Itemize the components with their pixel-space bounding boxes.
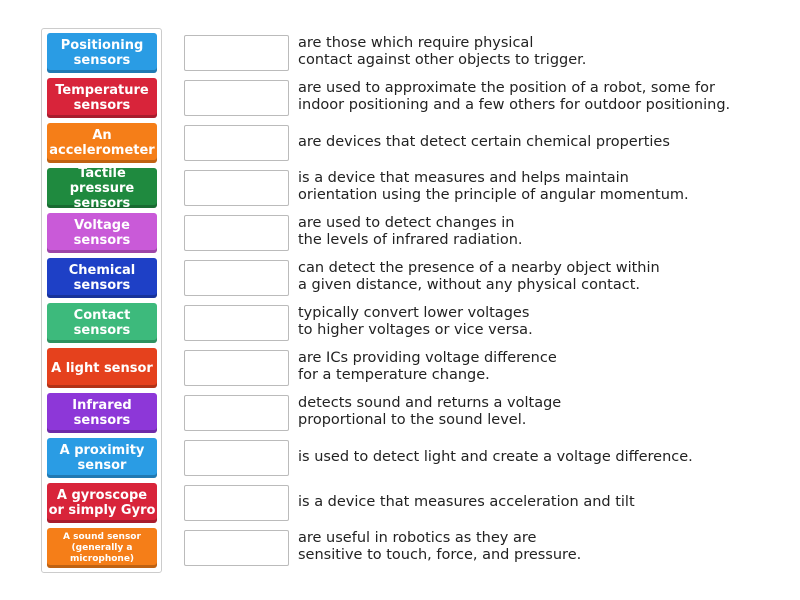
drop-box[interactable]	[184, 125, 289, 161]
term-tile[interactable]: Infrared sensors	[47, 393, 157, 433]
term-tile[interactable]: A sound sensor (generally a microphone)	[47, 528, 157, 568]
drop-box[interactable]	[184, 80, 289, 116]
drop-box[interactable]	[184, 485, 289, 521]
definition-text: is used to detect light and create a voltage difference.	[298, 448, 693, 465]
term-tile[interactable]: Chemical sensors	[47, 258, 157, 298]
term-tile[interactable]: A light sensor	[47, 348, 157, 388]
definition-text: are used to detect changes in the levels of infrared radiation.	[298, 215, 523, 248]
definition-text: detects sound and returns a voltage proportional to the sound level.	[298, 395, 562, 428]
term-tile[interactable]: A proximity sensor	[47, 438, 157, 478]
drop-box[interactable]	[184, 35, 289, 71]
definition-text: are devices that detect certain chemical properties	[298, 133, 670, 150]
definition-text: are useful in robotics as they are sensitive to touch, force, and pressure.	[298, 530, 582, 563]
term-tile[interactable]: Positioning sensors	[47, 33, 157, 73]
term-tile[interactable]: Temperature sensors	[47, 78, 157, 118]
definition-text: are those which require physical contact against other objects to trigger.	[298, 35, 587, 68]
drop-box[interactable]	[184, 260, 289, 296]
term-tile[interactable]: Tactile pressure sensors	[47, 168, 157, 208]
drop-box[interactable]	[184, 170, 289, 206]
definition-text: typically convert lower voltages to higher voltages or vice versa.	[298, 305, 533, 338]
drop-box[interactable]	[184, 395, 289, 431]
definition-text: is a device that measures acceleration and tilt	[298, 493, 635, 510]
definition-text: can detect the presence of a nearby object within a given distance, without any physical contact.	[298, 260, 660, 293]
term-tile[interactable]: An accelerometer	[47, 123, 157, 163]
term-bank	[41, 28, 162, 573]
drop-box[interactable]	[184, 440, 289, 476]
drop-box[interactable]	[184, 350, 289, 386]
term-tile[interactable]: A gyroscope or simply Gyro	[47, 483, 157, 523]
definition-text: are ICs providing voltage difference for a temperature change.	[298, 350, 557, 383]
term-tile[interactable]: Contact sensors	[47, 303, 157, 343]
drop-box[interactable]	[184, 215, 289, 251]
definition-text: is a device that measures and helps maintain orientation using the principle of angular momentum.	[298, 170, 689, 203]
term-tile[interactable]: Voltage sensors	[47, 213, 157, 253]
drop-box[interactable]	[184, 530, 289, 566]
drop-box[interactable]	[184, 305, 289, 341]
definition-text: are used to approximate the position of a robot, some for indoor positioning and a few others for outdoor positioning.	[298, 80, 731, 113]
